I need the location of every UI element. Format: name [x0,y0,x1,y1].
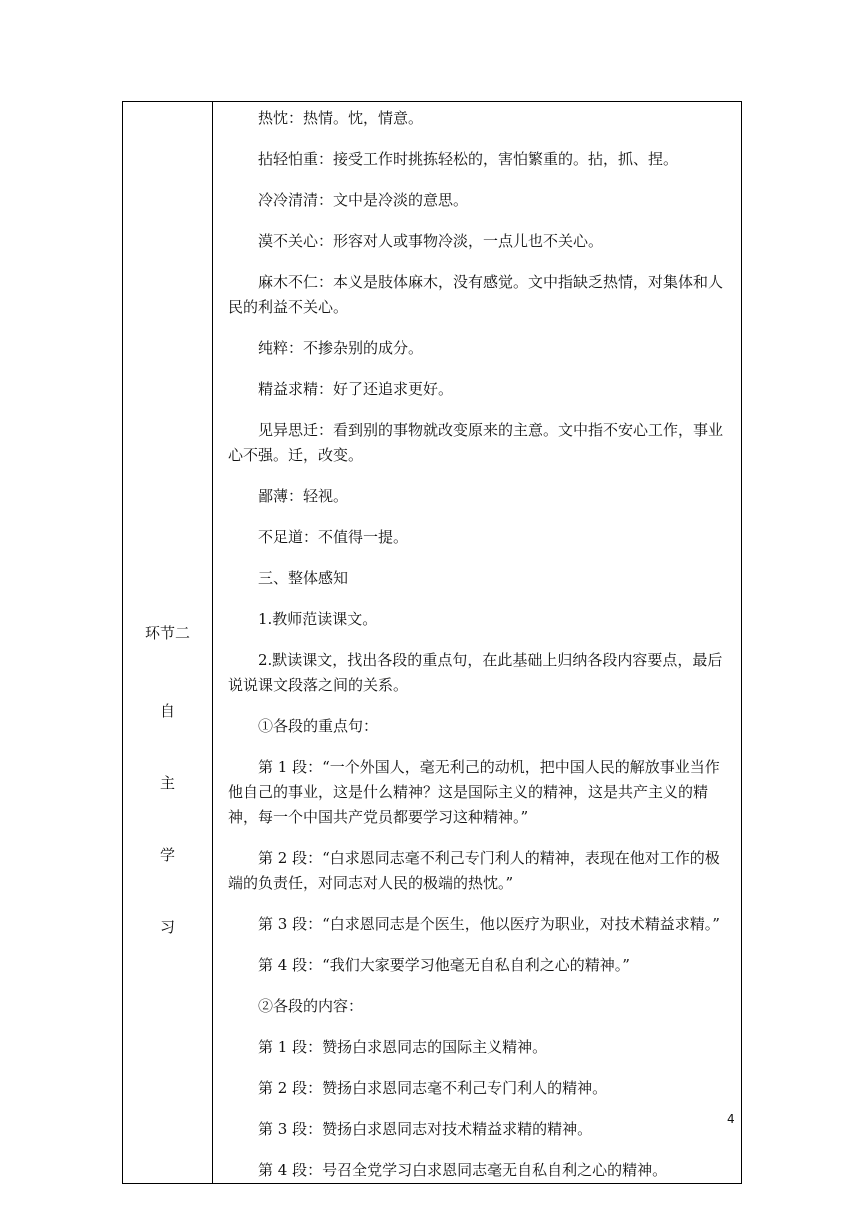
paragraph: 精益求精：好了还追求更好。 [258,380,454,398]
paragraph: 第 1 段：“一个外国人，毫无利己的动机，把中国人民的解放事业当作他自己的事业，这是什么精神？这是国际主义的精神，这是共产主义的精神，每一个中国共产党员都要学习这种精神。” [228,758,720,826]
paragraph: 第 3 段：赞扬白求恩同志对技术精益求精的精神。 [258,1120,593,1138]
paragraph: 麻木不仁：本义是肢体麻木，没有感觉。文中指缺乏热情，对集体和人民的利益不关心。 [228,273,724,316]
paragraph: 见异思迁：看到别的事物就改变原来的主意。文中指不安心工作，事业心不强。迁，改变。 [228,421,724,464]
paragraph: 漠不关心：形容对人或事物冷淡，一点儿也不关心。 [258,232,604,250]
paragraph: 1.教师范读课文。 [258,610,378,628]
section-heading: 三、整体感知 [258,569,349,587]
paragraph: 第 4 段：“我们大家要学习他毫无自私自利之心的精神。” [258,956,630,974]
paragraph: 2.默读课文，找出各段的重点句，在此基础上归纳各段内容要点，最后说说课文段落之间的关系。 [228,651,723,694]
paragraph: ②各段的内容： [258,997,364,1015]
section-label-line-5: 习 [159,918,175,936]
paragraph: 热忱：热情。忱，情意。 [258,109,424,127]
paragraph: 纯粹：不掺杂别的成分。 [258,339,424,357]
section-label-line-2: 自 [159,702,175,720]
paragraph: 拈轻怕重：接受工作时挑拣轻松的，害怕繁重的。拈，抓、捏。 [258,150,679,168]
paragraph: 第 4 段：号召全党学习白求恩同志毫无自私自利之心的精神。 [258,1161,668,1179]
section-label-line-1: 环节二 [144,624,190,642]
paragraph: 不足道：不值得一提。 [258,528,409,546]
paragraph: ①各段的重点句： [258,717,379,735]
paragraph: 第 2 段：“白求恩同志毫不利己专门利人的精神，表现在他对工作的极端的负责任，对同志对人民的极端的热忱。” [228,849,720,892]
section-label-line-3: 主 [159,774,175,792]
paragraph: 第 2 段：赞扬白求恩同志毫不利己专门利人的精神。 [258,1079,608,1097]
paragraph: 冷冷清清：文中是冷淡的意思。 [258,191,469,209]
lesson-table [122,101,742,1184]
section-label-line-4: 学 [159,846,175,864]
paragraph: 鄙薄：轻视。 [258,487,349,505]
paragraph: 第 1 段：赞扬白求恩同志的国际主义精神。 [258,1038,548,1056]
content-body [213,102,741,1183]
section-label-cell [123,102,213,1184]
content-cell [213,102,742,1184]
paragraph: 第 3 段：“白求恩同志是个医生，他以医疗为职业，对技术精益求精。” [258,915,720,933]
page-number: 4 [727,1112,735,1126]
